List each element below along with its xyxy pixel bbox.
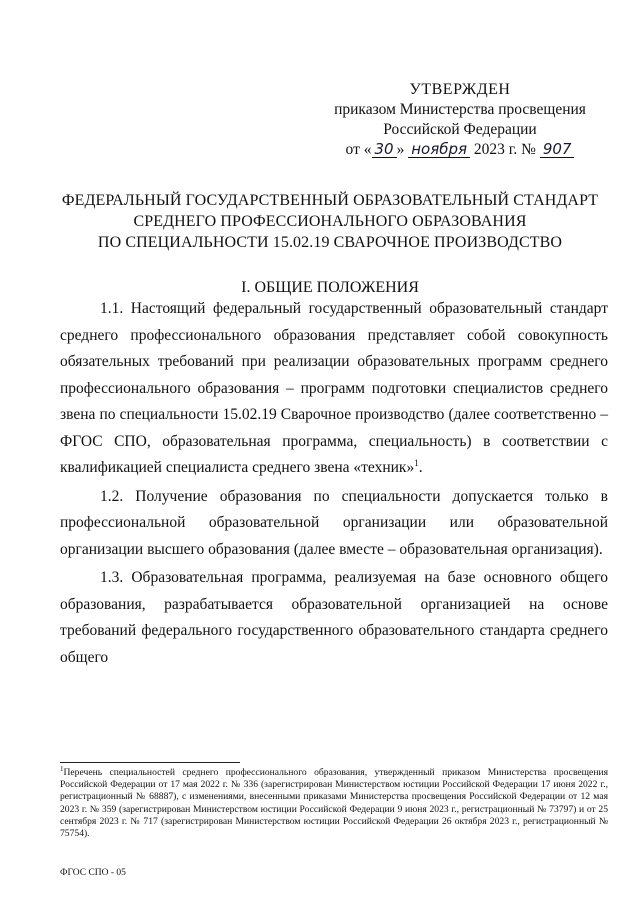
handwritten-day: 30 [372,141,397,158]
page-code: ФГОС СПО - 05 [60,868,126,878]
date-prefix: от « [345,141,372,158]
approval-line-ministry: приказом Министерства просвещения [334,101,586,118]
handwritten-month: ноября [408,141,470,158]
paragraph-1-3: 1.3. Образовательная программа, реализуемая на базе основного общего образования, разрабатывается образовательной организацией на основе требований федерального государственного образовательного стандарта среднего общего [60,569,608,666]
paragraph-1-1-end: . [418,459,423,476]
paragraph-1-1-text: 1.1. Настоящий федеральный государственный образовательный стандарт среднего профессионального образования представляет собой совокупность обязательных требований при реализации образовательных программ среднего профессионального образования – программ подготовки специалистов среднего звена по специальности 15.02.19 Сварочное производство (далее соответственно – ФГОС СПО, образовательная программа, специальность) в соответствии с квалификацией специалиста среднего звена «техник» [60,300,608,476]
date-quote-close: » [396,141,405,158]
approval-block [330,80,590,160]
footnote-divider [60,762,240,763]
approval-line-country: Российской Федерации [383,121,537,138]
title-line-2: СРЕДНЕГО ПРОФЕССИОНАЛЬНОГО ОБРАЗОВАНИЯ [133,213,527,230]
date-year: 2023 г. № [473,141,536,158]
title-line-1: ФЕДЕРАЛЬНЫЙ ГОСУДАРСТВЕННЫЙ ОБРАЗОВАТЕЛЬНЫЙ СТАНДАРТ [61,192,599,209]
title-line-3: ПО СПЕЦИАЛЬНОСТИ 15.02.19 СВАРОЧНОЕ ПРОИЗВОДСТВО [97,234,563,251]
footnote-ref: 1 [414,457,419,468]
paragraph-1-1 [60,296,608,482]
section-heading: I. ОБЩИЕ ПОЛОЖЕНИЯ [241,279,419,296]
approval-date-line [330,140,590,160]
footnote-marker: 1 [60,764,64,773]
footnote-text: Перечень специальностей среднего профессионального образования, утвержденный приказом Министерства просвещения Российской Федерации от 17 мая 2022 г. № 336 (зарегистрирован Министерством юстиции Российской Федерации 17 июня 2022 г., регистрационный № 68887), с изменениями, внесенными приказами Министерства просвещения Российской Федерации от 12 мая 2023 г. № 359 (зарегистрирован Министерством юстиции Российской Федерации 9 июня 2023 г., регистрационный № 73797) и от 25 сентября 2023 г. № 717 (зарегистрирован Министерством юстиции Российской Федерации 26 октября 2023 г., регистрационный № 75754). [60,767,608,840]
handwritten-order-number: 907 [540,141,575,158]
document-body [60,296,608,671]
document-title [60,190,600,253]
approved-heading: УТВЕРЖДЕН [409,81,511,98]
paragraph-1-2: 1.2. Получение образования по специальности допускается только в профессиональной образовательной организации или образовательной организации высшего образования (далее вместе – образовательная организация). [60,487,608,558]
footnote [60,764,608,840]
